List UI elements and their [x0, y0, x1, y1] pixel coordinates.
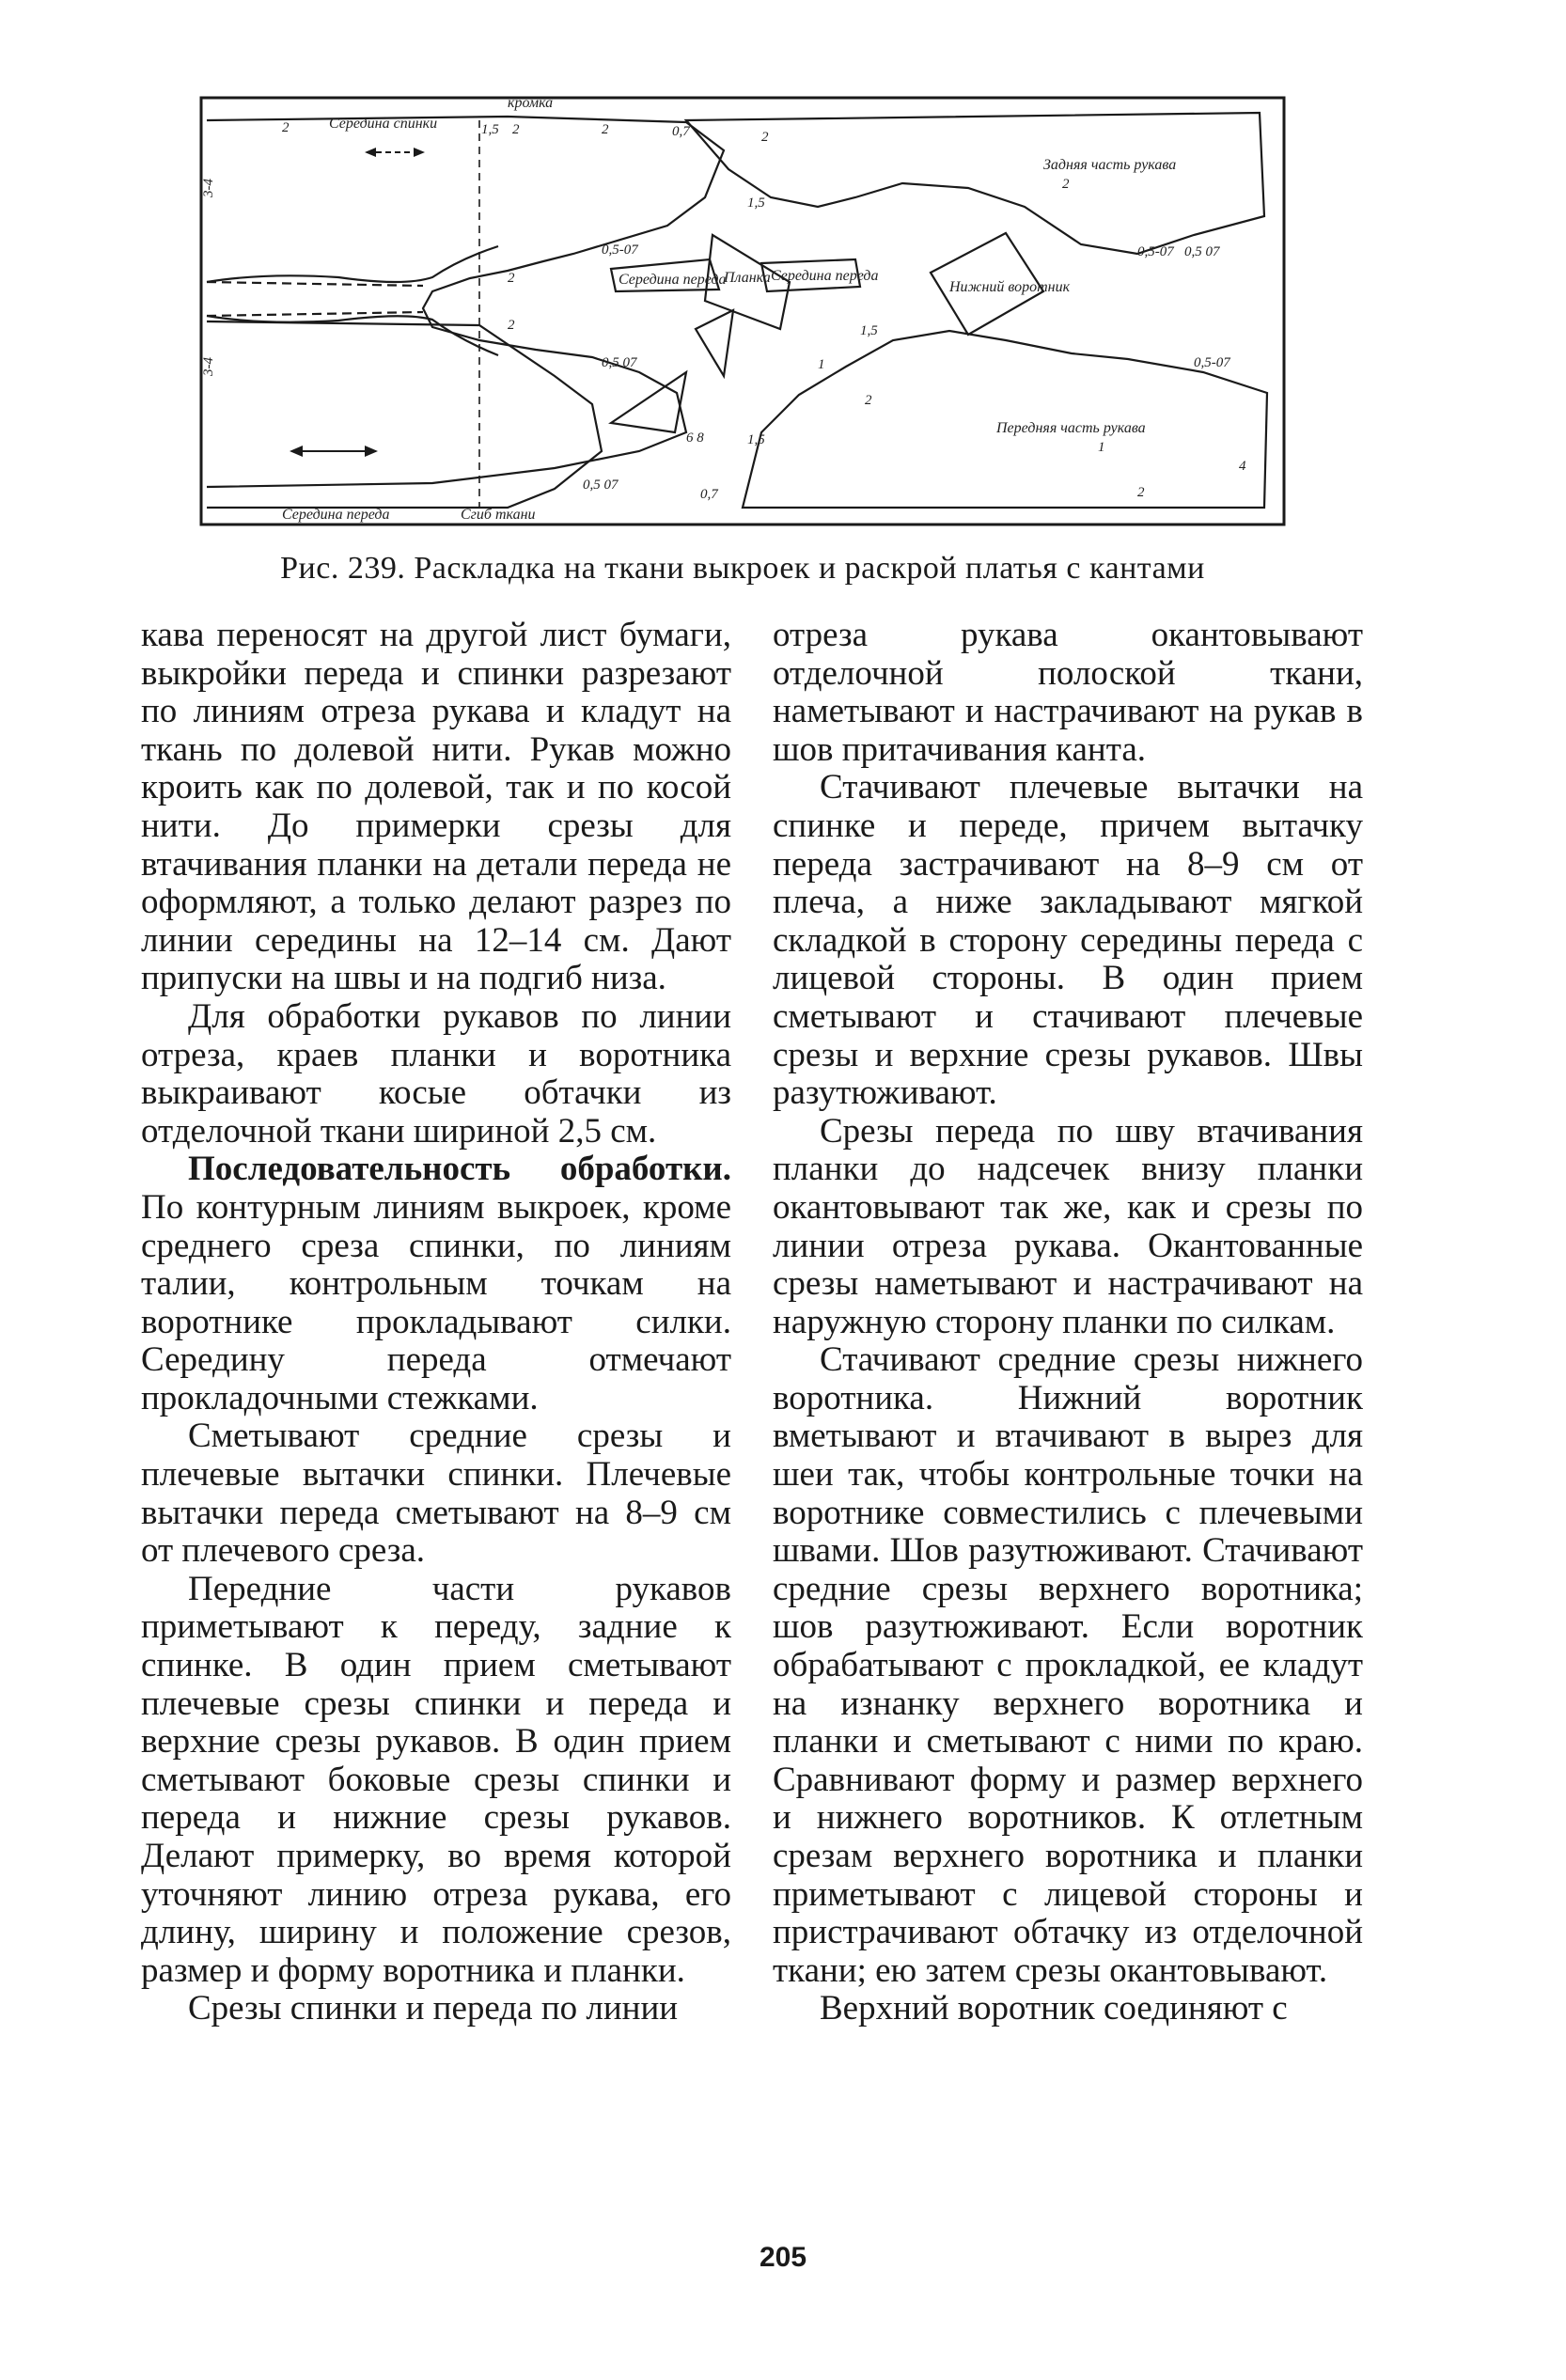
left-paragraph-4: Сметывают средние срезы и плечевые вытачки спинки. Плечевые вытачки переда сметывают на 8–9 см от плечевого среза. — [141, 1417, 731, 1571]
right-column — [773, 617, 1363, 2028]
label-sgib-tkani: Сгиб ткани — [461, 507, 536, 523]
label-seredina-spinki: Середина спинки — [329, 116, 438, 132]
dim-2h: 2 — [1137, 485, 1145, 500]
page-number: 205 — [759, 2242, 807, 2273]
dim-15c: 1,5 — [860, 323, 878, 338]
dim-34b: 3-4 — [201, 357, 216, 376]
dim-05-07a: 0,5-07 — [602, 243, 638, 258]
dim-15a: 1,5 — [481, 122, 499, 137]
dim-07b: 0,7 — [700, 487, 718, 502]
dim-05-07c: 0,5 07 — [1184, 244, 1220, 259]
label-planka: Планка — [724, 270, 771, 286]
dim-05-07d: 0,5 07 — [602, 355, 637, 370]
dim-15d: 1,5 — [747, 432, 765, 447]
left-column — [141, 617, 731, 2028]
label-nizhniy-vorotnik: Нижний воротник — [949, 279, 1071, 295]
dim-2d: 2 — [761, 130, 769, 145]
dim-05-07b: 0,5-07 — [1137, 244, 1174, 259]
label-seredina-pereda-small: Середина переда — [619, 272, 727, 288]
text-columns — [141, 617, 1410, 2233]
cutting-layout-figure — [197, 94, 1288, 528]
dim-2b: 2 — [512, 122, 520, 137]
left-paragraph-1: кава переносят на другой лист бумаги, выкройки переда и спинки разрезают по линиям отреза рукава и кладут на ткань по долевой нити. Рукав можно кроить как по долевой, так и по косой нити. До примерки срезы для втачивания планки на детали переда не оформляют, а только делают разрез по линии середины на 12–14 см. Дают припуски на швы и на подгиб низа. — [141, 616, 731, 998]
dim-34a: 3-4 — [201, 179, 216, 197]
left-paragraph-6: Срезы спинки и переда по линии — [188, 1989, 679, 2028]
left-paragraph-3-body: По контурным линиям выкроек, кроме среднего среза спинки, по линиям талии, контрольным точкам на воротнике прокладывают силки. Середину переда отмечают прокладочными стежками. — [141, 1187, 731, 1417]
pattern-layout-drawing — [197, 94, 1288, 528]
dim-05-07f: 0,5-07 — [1194, 355, 1230, 370]
left-paragraph-5: Передние части рукавов приметывают к переду, задние к спинке. В один прием сметывают плечевые срезы спинки и переда и верхние срезы рукавов. В один прием сметывают боковые срезы спинки и переда и нижние срезы рукавов. Делают примерку, во время которой уточняют линию отреза рукава, его длину, ширину и положение срезов, размер и форму воротника и планки. — [141, 1569, 731, 1990]
dim-68: 6 8 — [686, 431, 704, 446]
left-paragraph-2: Для обработки рукавов по линии отреза, краев планки и воротника выкраивают косые обтачки из отделочной ткани шириной 2,5 см. — [141, 996, 731, 1151]
dim-07a: 0,7 — [672, 124, 690, 139]
label-seredina-pereda-bottom: Середина переда — [282, 507, 390, 523]
right-paragraph-3: Срезы переда по шву втачивания планки до надсечек внизу планки окантовывают так же, как и срезы по линии отреза рукава. Окантованные срезы наметывают и настрачивают на наружную сторону планки по силкам. — [773, 1111, 1363, 1341]
label-zadnyaya-chast-rukava: Задняя часть рукава — [1043, 157, 1177, 173]
dim-2i: 2 — [1062, 177, 1070, 192]
dim-2c: 2 — [602, 122, 609, 137]
dim-05-07e: 0,5 07 — [583, 478, 619, 493]
dim-4: 4 — [1239, 459, 1246, 474]
right-paragraph-5: Верхний воротник соединяют с — [820, 1989, 1288, 2028]
section-heading: Последовательность обработки. — [188, 1150, 731, 1189]
right-paragraph-4: Стачивают средние срезы нижнего воротника. Нижний воротник вметывают и втачивают в вырез для шеи так, чтобы контрольные точки на воротнике совместились с плечевыми швами. Шов разутюживают. Стачивают средние срезы верхнего воротника; шов разутюживают. Если воротник обрабатывают с прокладкой, ее кладут на изнанку верхнего воротника и планки и сметывают с ними по краю. Сравнивают форму и размер верхнего и нижнего воротников. К отлетным срезам верхнего воротника и планки приметывают с лицевой стороны и пристрачивают обтачку из отделочной ткани; ею затем срезы окантовывают. — [773, 1340, 1363, 1990]
figure-caption: Рис. 239. Раскладка на ткани выкроек и раскрой платья с кантами — [280, 551, 1205, 586]
right-paragraph-1: отреза рукава окантовывают отделочной полоской ткани, наметывают и настрачивают на рукав в шов притачивания канта. — [773, 616, 1363, 769]
dim-2e: 2 — [508, 271, 515, 286]
dim-1a: 1 — [818, 357, 825, 372]
label-seredina-pereda-mid: Середина переда — [771, 268, 879, 284]
right-paragraph-2: Стачивают плечевые вытачки на спинке и переде, причем вытачку переда застрачивают на 8–9 см от плеча, а ниже закладывают мягкой складкой в сторону середины переда с лицевой стороны. В один прием сметывают и стачивают плечевые срезы и верхние срезы рукавов. Швы разутюживают. — [773, 768, 1363, 1113]
dim-2g: 2 — [865, 393, 872, 408]
left-paragraph-3 — [141, 1151, 731, 1417]
label-kromka: кромка — [508, 95, 554, 111]
dim-15b: 1,5 — [747, 196, 765, 211]
dim-2a: 2 — [282, 120, 290, 135]
dim-1b: 1 — [1098, 440, 1105, 455]
label-perednyaya-chast-rukava: Передняя часть рукава — [996, 420, 1146, 436]
dim-2f: 2 — [508, 318, 515, 333]
